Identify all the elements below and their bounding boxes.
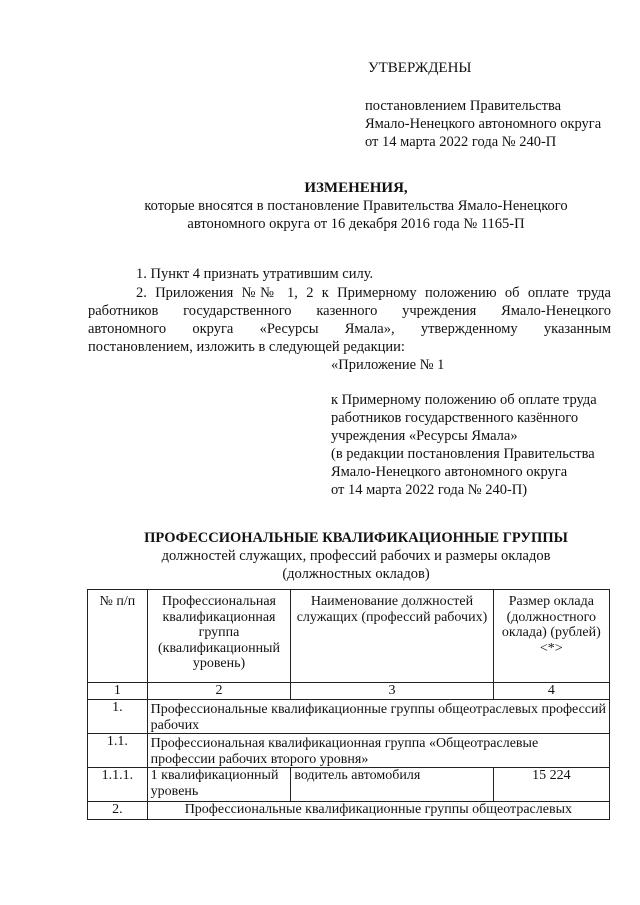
appendix-line-4: (в редакции постановления Правительства: [331, 446, 595, 462]
header-salary: Размер оклада (должностного оклада) (рублей) <*>: [493, 590, 609, 683]
column-number-4: 4: [493, 683, 609, 700]
row-group-text: Профессиональные квалификационные группы общеотраслевых: [147, 802, 609, 820]
appendix-line-6: от 14 марта 2022 года № 240-П): [331, 482, 528, 498]
header-group: Профессиональная квалификационная группа (квалификационный уровень): [147, 590, 291, 683]
row-number: 1.: [88, 700, 148, 734]
row-number: 2.: [88, 802, 148, 820]
appendix-label: «Приложение № 1: [331, 357, 445, 373]
row-number: 1.1.1.: [88, 768, 148, 802]
paragraph-1: 1. Пункт 4 признать утратившим силу.: [136, 266, 374, 282]
appendix-line-3: учреждения «Ресурсы Ямала»: [331, 428, 518, 444]
paragraph-2-line-2: работников государственного казенного учреждения Ямало-Ненецкого: [88, 303, 611, 319]
section-subtitle-2: (должностных окладов): [282, 566, 430, 582]
table-header-row: [88, 590, 610, 683]
appendix-line-1: к Примерному положению об оплате труда: [331, 392, 597, 408]
approval-line-3: от 14 марта 2022 года № 240-П: [365, 134, 557, 150]
appendix-line-2: работников государственного казённого: [331, 410, 579, 426]
appendix-line-5: Ямало-Ненецкого автономного округа: [331, 464, 568, 480]
section-subtitle-1: должностей служащих, профессий рабочих и размеры окладов: [161, 548, 551, 564]
paragraph-2-line-3: автономного округа «Ресурсы Ямала», утвержденному указанным: [88, 321, 611, 337]
paragraph-2-line-4: постановлением, изложить в следующей редакции:: [88, 339, 405, 355]
row-group-text: Профессиональные квалификационные группы общеотраслевых профессий рабочих: [147, 700, 609, 734]
table-column-numbers: [88, 683, 610, 700]
section-title: ПРОФЕССИОНАЛЬНЫЕ КВАЛИФИКАЦИОННЫЕ ГРУППЫ: [144, 530, 568, 546]
row-group-text: Профессиональная квалификационная группа «Общеотраслевые профессии рабочих второго уровня»: [147, 734, 609, 768]
row-number: 1.1.: [88, 734, 148, 768]
column-number-2: 2: [147, 683, 291, 700]
paragraph-2-line-1: 2. Приложения №№ 1, 2 к Примерному положению об оплате труда: [136, 285, 611, 301]
row-salary: 15 224: [493, 768, 609, 802]
table-row: [88, 768, 610, 802]
title-subline-2: автономного округа от 16 декабря 2016 года № 1165-П: [187, 216, 525, 232]
qualification-table: [87, 589, 610, 820]
approval-line-1: постановлением Правительства: [365, 98, 562, 114]
header-positions: Наименование должностей служащих (профессий рабочих): [291, 590, 493, 683]
table-row: [88, 802, 610, 820]
document-title: ИЗМЕНЕНИЯ,: [304, 180, 408, 196]
title-subline-1: которые вносятся в постановление Правительства Ямало-Ненецкого: [144, 198, 568, 214]
column-number-3: 3: [291, 683, 493, 700]
header-number: № п/п: [88, 590, 148, 683]
approval-heading: УТВЕРЖДЕНЫ: [368, 60, 472, 76]
approval-line-2: Ямало-Ненецкого автономного округа: [365, 116, 602, 132]
row-level: 1 квалификационный уровень: [147, 768, 291, 802]
table-row: [88, 700, 610, 734]
row-position: водитель автомобиля: [291, 768, 493, 802]
table-row: [88, 734, 610, 768]
column-number-1: 1: [88, 683, 148, 700]
